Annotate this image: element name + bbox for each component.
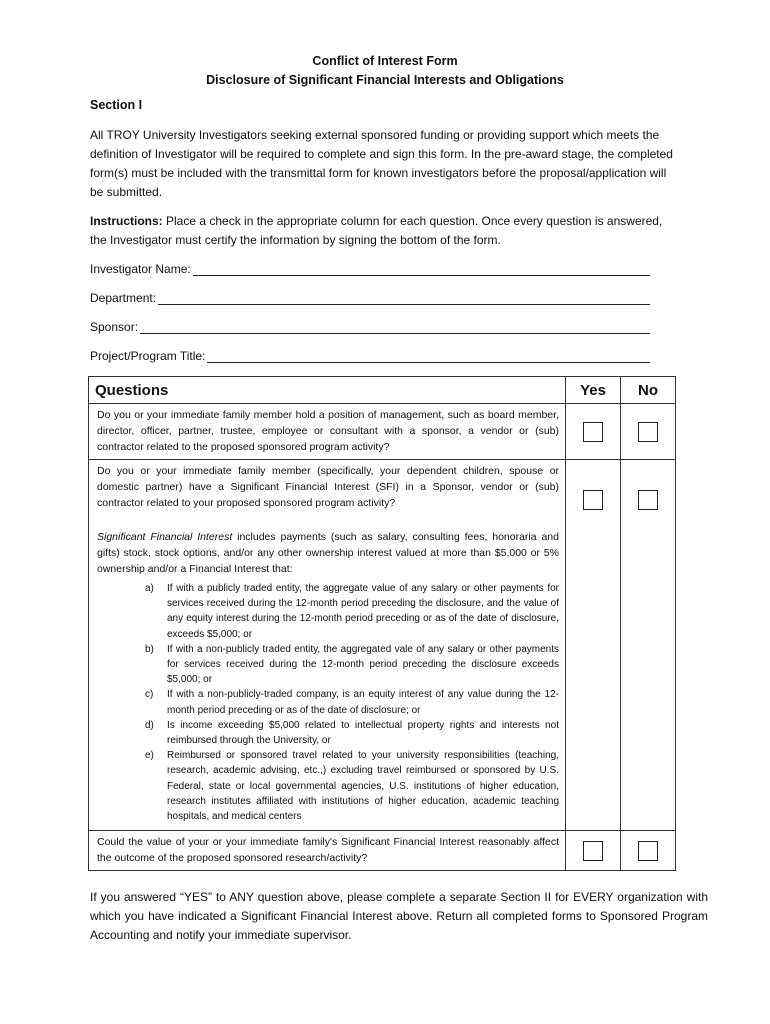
list-item-text: If with a non-publicly traded entity, the aggregated vale of any salary or other payments for services received during the 12-month period preceding the disclosure exceeds $5,000; or: [167, 643, 559, 686]
question-1-text: Do you or your immediate family member hold a position of management, such as board member, director, officer, partner, trustee, employee or consultant with a sponsor, a vendor or (sub) contractor related to the proposed sponsored program activity?: [89, 404, 566, 460]
list-item: [145, 718, 559, 748]
department-label: Department:: [90, 291, 157, 305]
sponsor-label: Sponsor:: [90, 320, 139, 334]
instructions-paragraph: [90, 212, 680, 250]
project-title-field[interactable]: [90, 349, 650, 363]
list-item: [145, 642, 559, 688]
list-marker: d): [145, 719, 154, 731]
sfi-term: Significant Financial Interest: [97, 531, 233, 543]
department-field[interactable]: [90, 291, 650, 305]
yes-cell: [566, 460, 621, 831]
investigator-name-line[interactable]: [193, 263, 650, 276]
yes-cell: [566, 831, 621, 871]
instructions-label: Instructions:: [90, 214, 163, 228]
section-heading: Section I: [90, 98, 143, 112]
list-item-text: If with a non-publicly-traded company, is an equity interest of any value during the 12-month period preceding or as of the date of disclosure; or: [167, 689, 559, 716]
sfi-criteria-list: [97, 581, 559, 824]
sfi-definition: [97, 529, 559, 577]
closing-paragraph: If you answered “YES” to ANY question above, please complete a separate Section II for EVERY organization with which you have indicated a Significant Financial Interest above. Return all completed forms to Sponsored Program Accounting and notify your immediate supervisor.: [90, 890, 708, 942]
list-item: [145, 687, 559, 717]
question-3-text: Could the value of your or your immediate family's Significant Financial Interest reasonably affect the outcome of the proposed sponsored research/activity?: [89, 831, 566, 871]
question-1-yes-checkbox[interactable]: [583, 422, 603, 442]
sponsor-line[interactable]: [140, 321, 650, 334]
list-marker: c): [145, 689, 154, 701]
table-row: [89, 404, 676, 460]
list-item-text: Is income exceeding $5,000 related to intellectual property rights and interests not reimbursed through the University, or: [167, 719, 559, 747]
no-cell: [621, 831, 676, 871]
list-marker: e): [145, 750, 154, 762]
question-3-yes-checkbox[interactable]: [583, 841, 603, 861]
form-subtitle: Disclosure of Significant Financial Interests and Obligations: [206, 73, 564, 87]
list-item-text: Reimbursed or sponsored travel related to your university responsibilities (teaching, research, academic advising, etc.,) excluding travel reimbursed or sponsored by U.S. Federal, state or local governmental agencies, U.S. institutions of higher education, research institutes affiliated with institutions of higher education, academic teaching hospitals, and medical centers: [167, 750, 559, 823]
no-cell: [621, 404, 676, 460]
sfi-definition-text: includes payments (such as salary, consulting fees, honoraria and gifts) stock, stock options, and/or any other ownership interest valued at more than $5,000 or 5% ownership and/or a Financial Interest that:: [97, 531, 559, 575]
question-2-text: Do you or your immediate family member (specifically, your dependent children, spouse or domestic partner) have a Significant Financial Interest (SFI) in a Sponsor, vendor or (sub) contractor related to your proposed sponsored program activity?: [97, 465, 559, 509]
question-2-no-checkbox[interactable]: [638, 490, 658, 510]
yes-cell: [566, 404, 621, 460]
question-1-no-checkbox[interactable]: [638, 422, 658, 442]
project-title-line[interactable]: [207, 350, 650, 363]
department-line[interactable]: [158, 292, 650, 305]
question-2-cell: [89, 460, 566, 831]
list-item-text: If with a publicly traded entity, the aggregate value of any salary or other payments for services received during the 12-month period preceding the disclosure, and the value of any equity interest during the 12-month period preceding or as of the date of disclosure, exceeds $5,000; or: [167, 583, 559, 640]
table-row: [89, 831, 676, 871]
list-item: [145, 748, 559, 824]
table-header-row: [89, 377, 676, 404]
no-header: No: [621, 377, 676, 404]
table-row: [89, 460, 676, 831]
no-cell: [621, 460, 676, 831]
investigator-name-field[interactable]: [90, 262, 650, 276]
sponsor-field[interactable]: [90, 320, 650, 334]
instructions-text: Place a check in the appropriate column for each question. Once every question is answered, the Investigator must certify the information by signing the bottom of the form.: [90, 214, 663, 247]
list-marker: b): [145, 643, 154, 655]
yes-header: Yes: [566, 377, 621, 404]
form-title: Conflict of Interest Form: [312, 54, 458, 68]
question-3-no-checkbox[interactable]: [638, 841, 658, 861]
list-item: [145, 581, 559, 642]
questions-table: [88, 376, 676, 871]
investigator-name-label: Investigator Name:: [90, 262, 191, 276]
list-marker: a): [145, 583, 154, 594]
project-title-label: Project/Program Title:: [90, 349, 206, 363]
question-2-yes-checkbox[interactable]: [583, 490, 603, 510]
intro-paragraph: All TROY University Investigators seeking external sponsored funding or providing support which meets the definition of Investigator will be required to complete and sign this form. In the pre-award stage, the completed form(s) must be included with the transmittal form for known investigators before the proposal/application will be submitted.: [90, 128, 673, 199]
questions-header: Questions: [89, 377, 566, 404]
